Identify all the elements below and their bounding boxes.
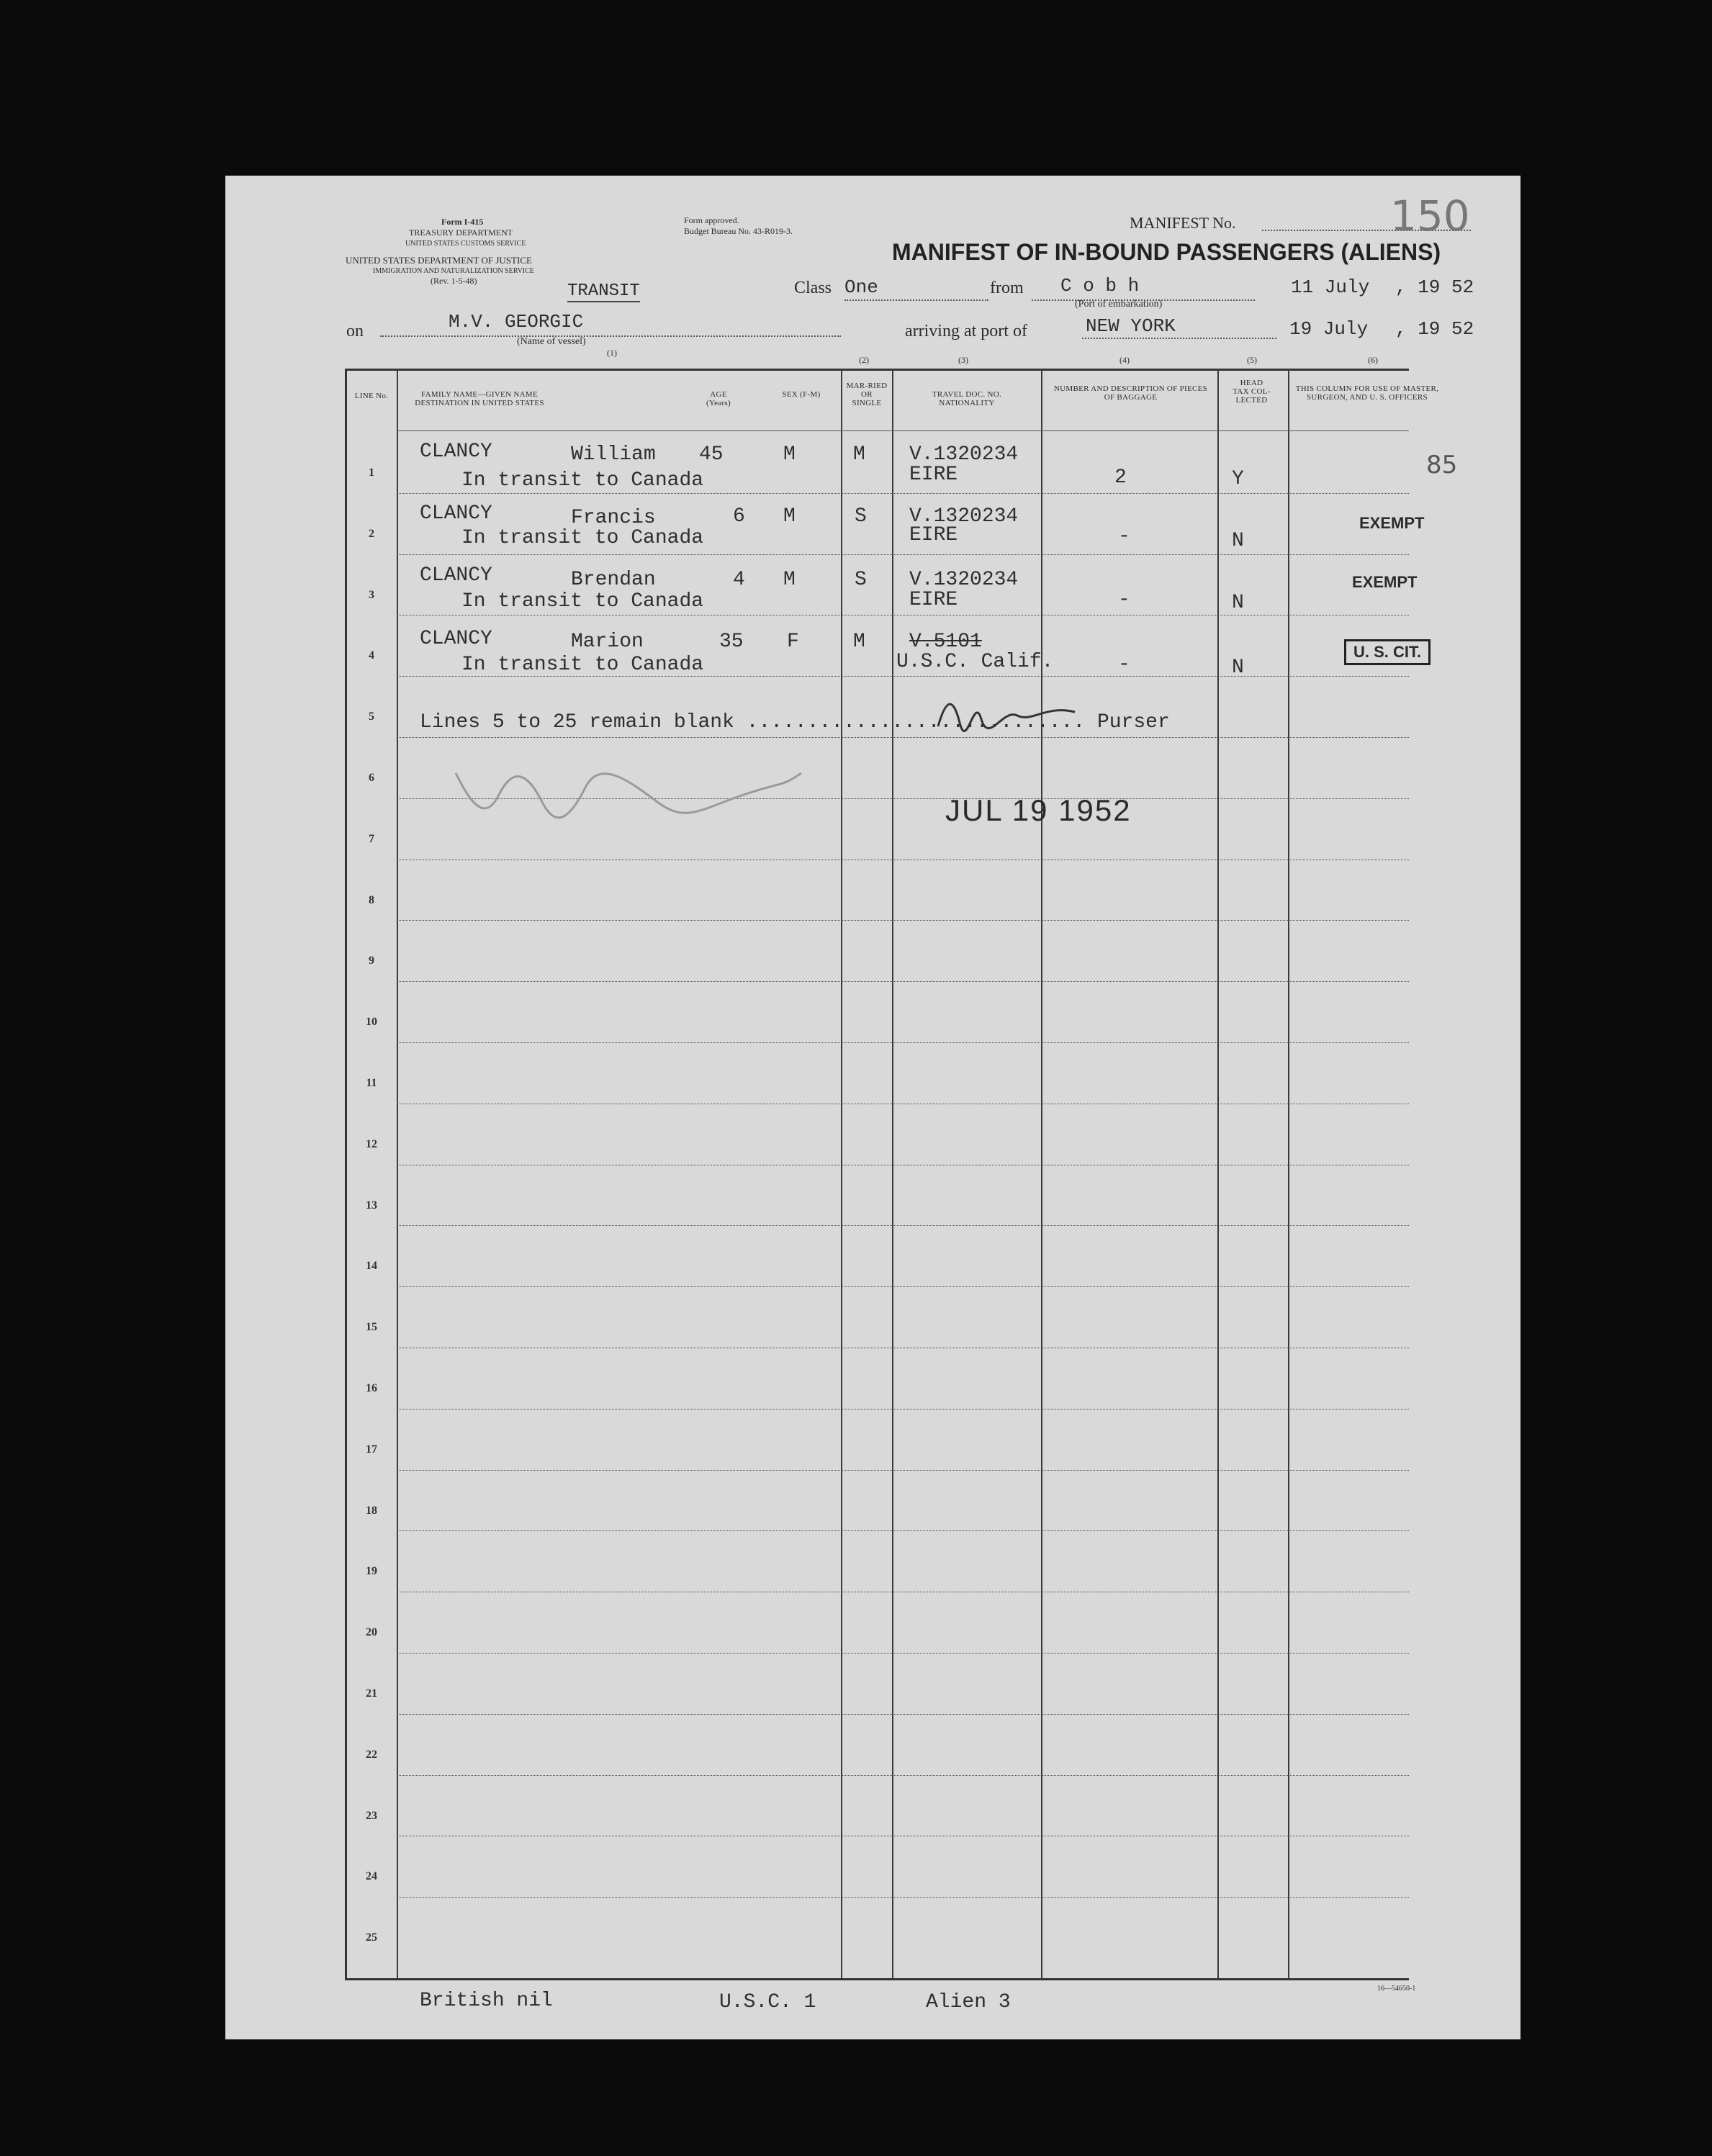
marital-status: M	[853, 443, 865, 466]
row-rule	[397, 1470, 1409, 1471]
class-label: Class	[794, 279, 832, 297]
given-name: Brendan	[571, 569, 656, 591]
vessel-caption: (Name of vessel)	[517, 336, 586, 347]
header-line-no: LINE No.	[354, 392, 389, 400]
line-number: 22	[366, 1749, 377, 1761]
age: 4	[733, 569, 745, 591]
col-divider	[1288, 369, 1289, 1978]
departure-year: , 19 52	[1395, 276, 1474, 298]
travel-doc: V.1320234	[909, 505, 1019, 528]
line-number: 8	[369, 894, 374, 906]
sex: M	[783, 569, 796, 591]
footer-usc: U.S.C. 1	[719, 1991, 816, 2013]
row-rule	[397, 920, 1409, 921]
ins-service: IMMIGRATION AND NATURALIZATION SERVICE	[373, 267, 534, 275]
col-num-1: (1)	[607, 348, 617, 358]
line-number: 18	[366, 1505, 377, 1517]
line-number: 24	[366, 1870, 377, 1882]
header-travel-doc: TRAVEL DOC. NO. NATIONALITY	[932, 390, 1002, 407]
header-baggage: NUMBER AND DESCRIPTION OF PIECES OF BAGGAGE	[1053, 384, 1208, 402]
family-name: CLANCY	[420, 628, 492, 650]
nationality: U.S.C. Calif.	[896, 651, 1054, 673]
inspector-signature	[441, 744, 816, 831]
col-num-5: (5)	[1247, 355, 1257, 365]
arrival-dots	[1082, 338, 1276, 339]
manifest-title: MANIFEST OF IN-BOUND PASSENGERS (ALIENS)	[892, 239, 1441, 265]
header-married: MAR-RIED OR SINGLE	[846, 382, 888, 407]
age: 6	[733, 505, 745, 528]
table-bottom-border	[345, 1978, 1409, 1980]
line-number: 14	[366, 1260, 377, 1272]
line-number: 10	[366, 1016, 377, 1028]
marital-status: M	[853, 631, 865, 653]
table-top-border	[345, 369, 1409, 371]
col-divider	[1041, 369, 1042, 1978]
marital-status: S	[855, 505, 867, 528]
table-left-border	[345, 369, 347, 1978]
line-number: 9	[369, 955, 374, 967]
arriving-label: arriving at port of	[905, 322, 1027, 340]
col-num-2: (2)	[859, 355, 869, 365]
header-age: AGE (Years)	[706, 390, 731, 407]
destination: In transit to Canada	[461, 654, 704, 676]
line-number: 20	[366, 1626, 377, 1638]
travel-doc: V.5101	[909, 631, 982, 653]
on-label: on	[346, 322, 364, 340]
marital-status: S	[855, 569, 867, 591]
from-port: C o b h	[1060, 275, 1140, 297]
line-number: 23	[366, 1810, 377, 1822]
port-embarkation-caption: (Port of embarkation)	[1075, 299, 1163, 310]
head-tax: N	[1232, 657, 1244, 679]
transit-label: TRANSIT	[567, 281, 640, 301]
purser-signature	[931, 687, 1089, 737]
line-number: 5	[369, 711, 374, 723]
officer-remark: EXEMPT	[1352, 573, 1418, 591]
justice-dept: UNITED STATES DEPARTMENT OF JUSTICE	[346, 255, 532, 266]
form-approved: Form approved.	[684, 215, 739, 225]
manifest-no-value: 150	[1390, 191, 1470, 240]
vessel-dots	[380, 335, 841, 337]
row-rule	[397, 1653, 1409, 1654]
row-rule	[397, 981, 1409, 982]
header-name: FAMILY NAME—GIVEN NAME DESTINATION IN UNITED STATES	[415, 390, 544, 407]
sex: F	[787, 631, 799, 653]
line-number: 3	[369, 589, 374, 601]
line-number: 1	[369, 466, 374, 479]
row-rule	[397, 493, 1409, 494]
header-rule	[397, 430, 1409, 431]
destination: In transit to Canada	[461, 527, 704, 549]
footer-british: British nil	[420, 1990, 553, 2012]
age: 35	[719, 631, 744, 653]
row-rule	[397, 1714, 1409, 1715]
row-rule	[397, 1042, 1409, 1043]
given-name: Marion	[571, 631, 644, 653]
line-number: 12	[366, 1138, 377, 1150]
travel-doc: V.1320234	[909, 569, 1019, 591]
manifest-no-label: MANIFEST No.	[1130, 214, 1236, 232]
col-divider	[841, 369, 842, 1978]
sex: M	[783, 443, 796, 466]
line-number: 21	[366, 1687, 377, 1700]
line-number: 4	[369, 649, 374, 662]
head-tax: Y	[1232, 468, 1244, 490]
arrival-port: NEW YORK	[1086, 315, 1176, 337]
row-rule	[397, 676, 1409, 677]
row-rule	[397, 1225, 1409, 1226]
line-number: 13	[366, 1199, 377, 1212]
destination: In transit to Canada	[461, 469, 704, 492]
class-value: One	[844, 276, 878, 298]
line-number: 15	[366, 1321, 377, 1333]
row-rule	[397, 1530, 1409, 1531]
col-divider	[397, 369, 398, 1978]
line-number: 25	[366, 1931, 377, 1944]
manifest-page	[225, 176, 1520, 2039]
line-number: 2	[369, 528, 374, 540]
departure-date: 11 July	[1291, 276, 1370, 298]
given-name: Francis	[571, 507, 656, 529]
customs-service: UNITED STATES CUSTOMS SERVICE	[405, 240, 526, 248]
col-num-3: (3)	[958, 355, 968, 365]
header-sex: SEX (F-M)	[782, 390, 821, 399]
officer-remark: EXEMPT	[1359, 514, 1425, 532]
col-divider	[1217, 369, 1219, 1978]
row-rule	[397, 737, 1409, 738]
arrival-year: , 19 52	[1395, 318, 1474, 340]
footer-alien: Alien 3	[926, 1991, 1011, 2013]
family-name: CLANCY	[420, 564, 492, 587]
col-num-4: (4)	[1119, 355, 1130, 365]
line-number: 6	[369, 772, 374, 784]
row-rule	[397, 554, 1409, 555]
family-name: CLANCY	[420, 441, 492, 463]
header-head-tax: HEAD TAX COL-LECTED	[1233, 379, 1271, 405]
rev-date: (Rev. 1-5-48)	[431, 276, 477, 286]
row-rule	[397, 1286, 1409, 1287]
from-label: from	[990, 279, 1024, 297]
baggage: 2	[1114, 466, 1127, 489]
nationality: EIRE	[909, 464, 958, 486]
nationality: EIRE	[909, 589, 958, 611]
header-officers: THIS COLUMN FOR USE OF MASTER, SURGEON, AND U. S. OFFICERS	[1295, 384, 1439, 402]
arrival-date: 19 July	[1289, 318, 1369, 340]
family-name: CLANCY	[420, 502, 492, 525]
destination: In transit to Canada	[461, 590, 704, 613]
class-dots	[844, 299, 988, 301]
head-tax: N	[1232, 592, 1244, 614]
line-number: 7	[369, 833, 374, 845]
col-num-6: (6)	[1368, 355, 1378, 365]
age: 45	[699, 443, 724, 466]
blank-lines-note: Lines 5 to 25 remain blank ............................ Purser	[420, 711, 1170, 734]
col-divider	[892, 369, 893, 1978]
baggage: -	[1118, 526, 1130, 548]
baggage: -	[1118, 589, 1130, 611]
line-number: 16	[366, 1382, 377, 1394]
row-rule	[397, 1897, 1409, 1898]
print-code: 16—54650-1	[1377, 1985, 1416, 1993]
travel-doc: V.1320234	[909, 443, 1019, 466]
date-stamp: JUL 19 1952	[945, 793, 1132, 827]
line-number: 17	[366, 1443, 377, 1456]
nationality: EIRE	[909, 524, 958, 546]
form-number: Form I-415	[441, 217, 484, 227]
sex: M	[783, 505, 796, 528]
budget-bureau: Budget Bureau No. 43-R019-3.	[684, 226, 793, 236]
row-rule	[397, 1775, 1409, 1776]
baggage: -	[1118, 654, 1130, 676]
officer-remark: U. S. CIT.	[1344, 639, 1431, 665]
officer-remark: 85	[1426, 451, 1458, 479]
head-tax: N	[1232, 530, 1244, 552]
line-number: 19	[366, 1565, 377, 1577]
treasury-dept: TREASURY DEPARTMENT	[409, 227, 513, 238]
vessel-name: M.V. GEORGIC	[449, 311, 584, 333]
given-name: William	[571, 443, 656, 466]
line-number: 11	[366, 1077, 377, 1089]
